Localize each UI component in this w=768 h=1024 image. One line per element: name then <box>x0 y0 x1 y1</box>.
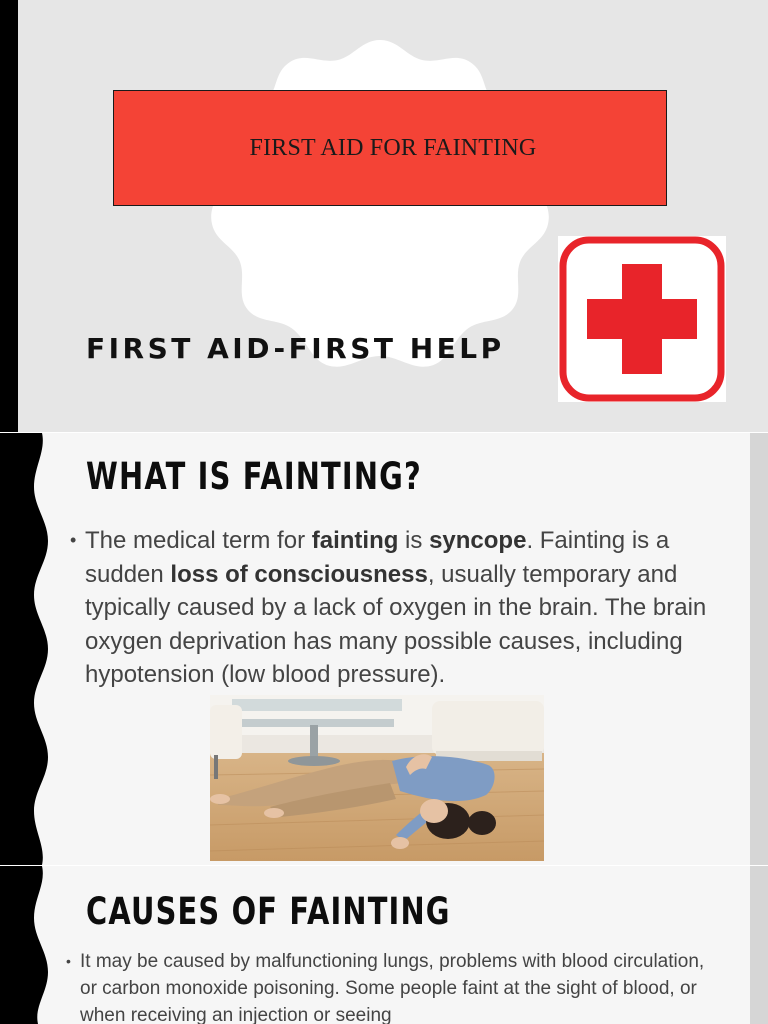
slide-heading: CAUSES OF FAINTING <box>86 890 451 933</box>
slide-subtitle: FIRST AID-FIRST HELP <box>86 332 505 365</box>
what-is-fainting-slide <box>0 433 768 865</box>
bold-term: fainting <box>311 527 399 554</box>
bullet-paragraph: • It may be caused by malfunctioning lungs, problems with blood circulation, or carbon monoxide poisoning. Some people faint at the sight of blood, or when receiving an injection or seeing <box>66 948 706 1024</box>
causes-of-fainting-slide <box>0 866 768 1024</box>
right-gray-strip <box>750 866 768 1024</box>
title-box <box>113 90 667 206</box>
slide-heading: WHAT IS FAINTING? <box>86 455 422 498</box>
title-slide <box>0 0 768 432</box>
left-black-bar <box>0 0 18 432</box>
right-gray-strip <box>750 433 768 865</box>
fainted-woman-photo <box>210 695 544 861</box>
red-cross-icon <box>558 236 726 402</box>
bullet-dot: • <box>70 530 77 550</box>
wavy-left-border <box>0 866 60 1024</box>
bullet-paragraph: • The medical term for fainting is syncope. Fainting is a sudden loss of consciousness, usually temporary and typically caused by a lack of oxygen in the brain. The brain oxygen deprivation has many possible causes, including hypotension (low blood pressure). <box>70 524 710 692</box>
slide-title: FIRST AID FOR FAINTING <box>249 134 537 161</box>
bold-term: syncope <box>429 527 527 554</box>
bold-term: loss of consciousness <box>170 560 428 588</box>
wavy-left-border <box>0 433 60 865</box>
bullet-dot: • <box>66 953 71 969</box>
